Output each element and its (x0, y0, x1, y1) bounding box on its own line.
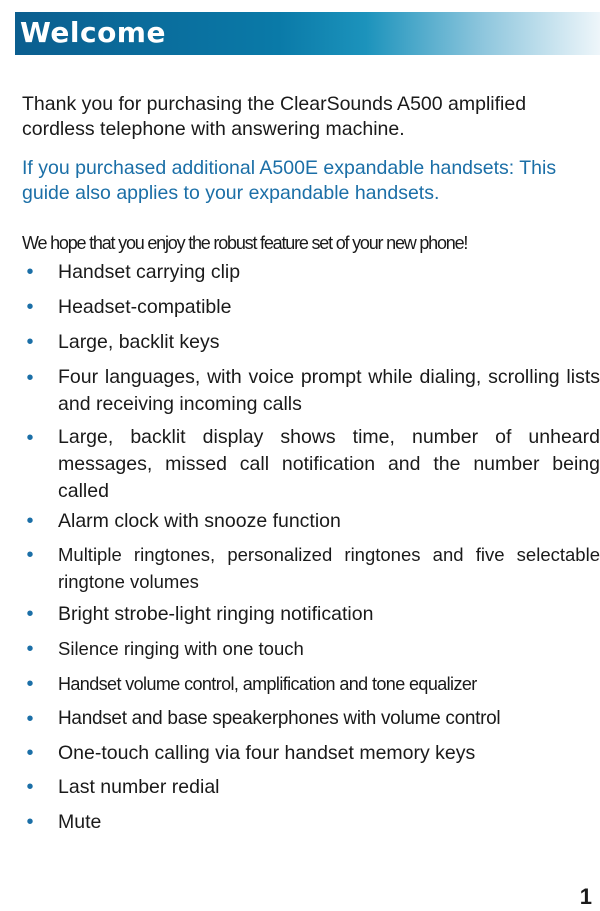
feature-text: Alarm clock with snooze function (58, 510, 341, 532)
tagline: We hope that you enjoy the robust feature set of your new phone! (22, 233, 468, 253)
feature-text: Large, backlit display shows time, number of unheard messages, missed call notification and the number being called (58, 426, 600, 502)
page-title: Welcome (20, 16, 166, 49)
bullet-icon: • (26, 708, 34, 730)
bullet-icon: • (26, 261, 34, 283)
intro-paragraph: Thank you for purchasing the ClearSounds A500 amplified cordless telephone with answering machine. (22, 93, 527, 140)
bullet-icon: • (26, 638, 34, 660)
bullet-icon: • (26, 811, 34, 833)
bullet-icon: • (26, 603, 34, 625)
feature-text: Multiple ringtones, personalized ringtones and five selectable ringtone volumes (58, 544, 600, 592)
bullet-icon: • (26, 544, 34, 566)
bullet-icon: • (26, 367, 34, 389)
feature-text: Large, backlit keys (58, 331, 220, 353)
feature-text: Silence ringing with one touch (58, 638, 304, 659)
feature-text: Handset and base speakerphones with volume control (58, 708, 501, 729)
bullet-icon: • (26, 510, 34, 532)
bullet-icon: • (26, 742, 34, 764)
feature-text: Bright strobe-light ringing notification (58, 603, 374, 625)
expandable-handsets-note: If you purchased additional A500E expandable handsets: This guide also applies to your expandable handsets. (22, 157, 557, 204)
feature-text: Mute (58, 811, 102, 833)
bullet-icon: • (26, 673, 34, 695)
page-number: 1 (579, 884, 592, 909)
feature-text: Four languages, with voice prompt while dialing, scrolling lists and receiving incoming calls (58, 366, 600, 415)
feature-text: Headset-compatible (58, 296, 232, 318)
feature-text: One-touch calling via four handset memory keys (58, 742, 476, 764)
feature-text: Last number redial (58, 776, 220, 798)
bullet-icon: • (26, 296, 34, 318)
bullet-icon: • (26, 776, 34, 798)
feature-text: Handset volume control, amplification and tone equalizer (58, 674, 477, 694)
section-banner (15, 12, 600, 55)
feature-text: Handset carrying clip (58, 261, 241, 283)
bullet-icon: • (26, 331, 34, 353)
bullet-icon: • (26, 427, 34, 449)
